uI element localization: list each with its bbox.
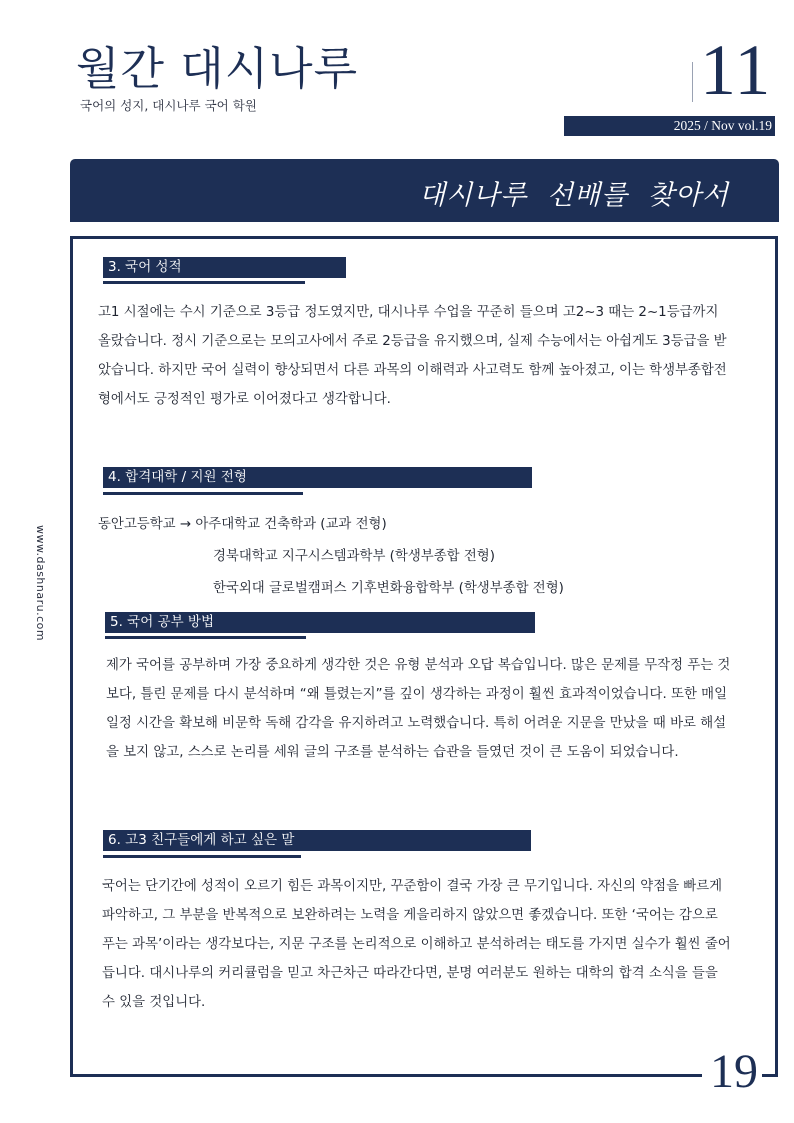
section-banner [70,159,779,222]
magazine-subtitle: 국어의 성지, 대시나루 국어 학원 [80,98,257,113]
section-underline [103,281,305,284]
side-url: www.dashnaru.com [34,525,47,642]
section-body [102,872,732,1017]
banner-title: 대시나루 선배를 찾아서 [419,180,729,211]
section-underline [103,855,301,858]
admission-line: 한국외대 글로벌캠퍼스 기후변화융합학부 (학생부종합 전형) [213,581,564,596]
section-heading: 3. 국어 성적 [103,257,346,278]
issue-label: 2025 / Nov vol.19 [564,116,775,136]
admission-line: 경북대학교 지구시스템과학부 (학생부종합 전형) [213,549,495,564]
section-text: 고1 시절에는 수시 기준으로 3등급 정도였지만, 대시나루 수업을 꾸준히 들으며 고2~3 때는 2~1등급까지 올랐습니다. 정시 기준으로는 모의고사에서 주로 2등급을 유지했으며, 실제 수능에서는 아쉽게도 3등급을 받았습니다. 하지만 국어 실력이 향상되면서 다른 과목의 이해력과 사고력도 함께 높아졌고, 이는 학생부종합전형에서도 긍정적인 평가로 이어졌다고 생각합니다. [98,305,727,407]
issue-number: 11 [700,30,772,110]
section-heading: 4. 합격대학 / 지원 전형 [103,467,532,488]
section-underline [103,492,303,495]
masthead-divider [692,62,693,102]
admission-line: 동안고등학교 → 아주대학교 건축학과 (교과 전형) [98,517,387,532]
section-underline [105,636,306,639]
section-heading: 5. 국어 공부 방법 [105,612,535,633]
section-heading: 6. 고3 친구들에게 하고 싶은 말 [103,830,531,851]
section-text: 제가 국어를 공부하며 가장 중요하게 생각한 것은 유형 분석과 오답 복습입니다. 많은 문제를 무작정 푸는 것보다, 틀린 문제를 다시 분석하며 “왜 틀렸는지”를 깊이 생각하는 과정이 훨씬 효과적이었습니다. 또한 매일 일정 시간을 확보해 비문학 독해 감각을 유지하려고 노력했습니다. 특히 어려운 지문을 만났을 때 바로 해설을 보지 않고, 스스로 논리를 세워 글의 구조를 분석하는 습관을 들였던 것이 큰 도움이 되었습니다. [106,658,731,760]
section-body [98,298,734,414]
section-body [106,651,736,767]
magazine-title: 월간 대시나루 [76,42,359,95]
page-number: 19 [710,1045,758,1098]
section-text: 국어는 단기간에 성적이 오르기 힘든 과목이지만, 꾸준함이 결국 가장 큰 무기입니다. 자신의 약점을 빠르게 파악하고, 그 부분을 반복적으로 보완하려는 노력을 게을리하지 않았으면 좋겠습니다. 또한 ‘국어는 감으로 푸는 과목’이라는 생각보다는, 지문 구조를 논리적으로 이해하고 분석하려는 태도를 가지면 실수가 훨씬 줄어듭니다. 대시나루의 커리큘럼을 믿고 차근차근 따라간다면, 분명 여러분도 원하는 대학의 합격 소식을 들을 수 있을 것입니다. [102,879,731,1010]
